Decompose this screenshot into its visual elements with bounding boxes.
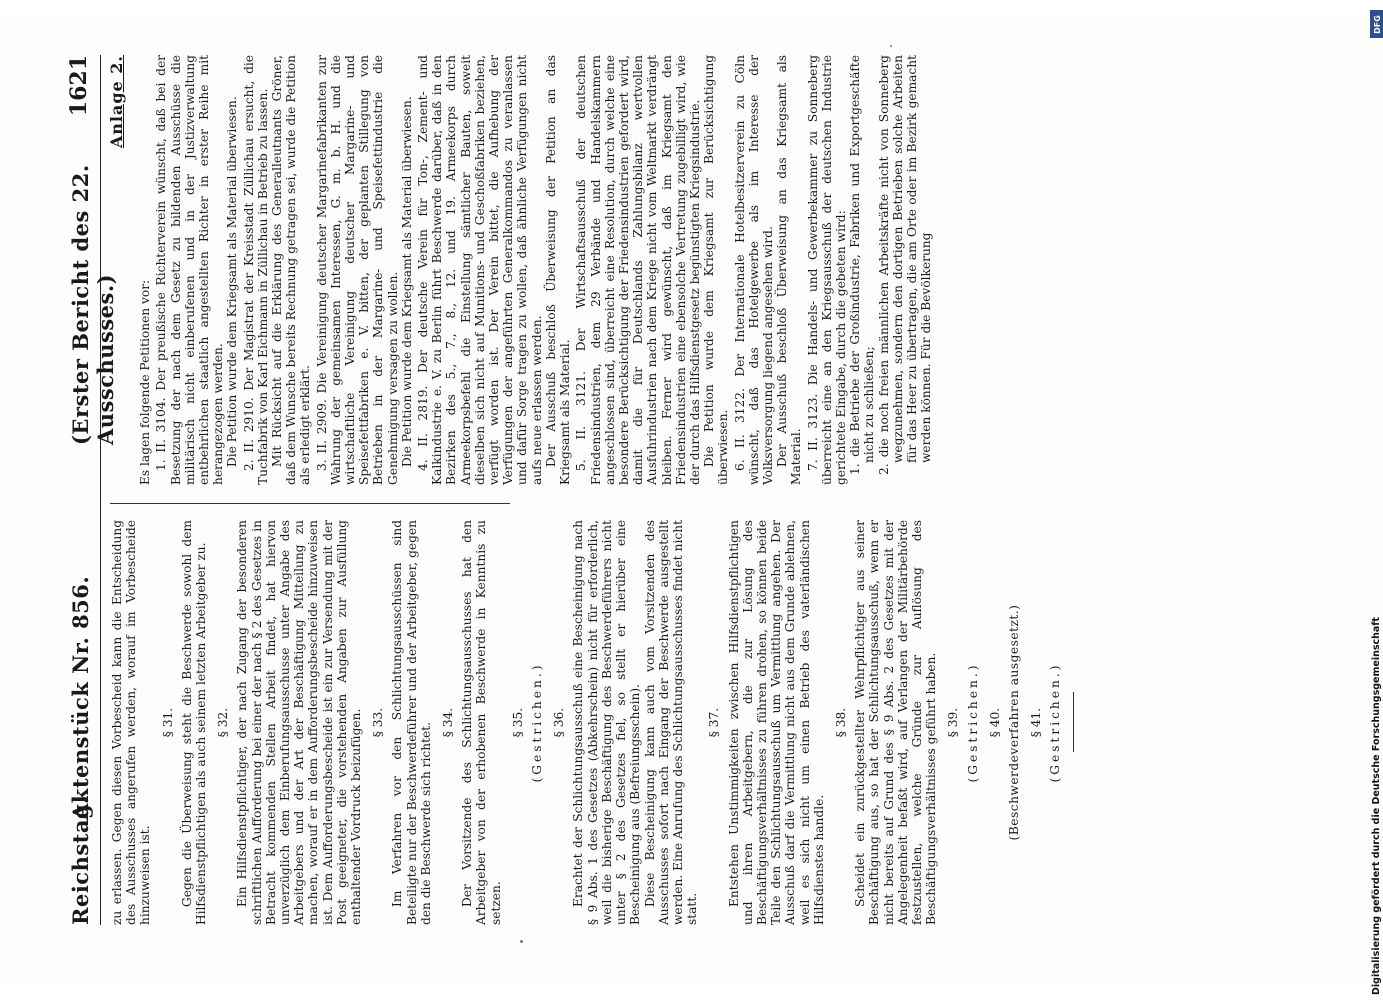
section-33-heading: § 33. [371, 707, 386, 738]
section-36-heading: § 36. [552, 707, 567, 738]
petition-3-result: Die Petition wurde dem Kriegsamt als Material überwiesen. [399, 96, 414, 467]
section-36-text-b: Diese Bescheinigung kann auch vom Vorsitzenden des Ausschusses sofort nach Eingang der Beschwerde ausgestellt werden. Eine Anrufung des Schlichtungsausschusses findet nicht statt. [642, 520, 700, 925]
petitions-intro: Es lagen folgende Petitionen vor: [138, 279, 153, 485]
scanned-page [0, 20, 1383, 980]
petition-7-point-1: 1. die Betriebe der Großindustrie, Fabriken und Exportgeschäfte nicht zu schließen; [848, 55, 877, 475]
section-32-heading: § 32. [216, 707, 231, 738]
petition-7: 7. II. 3123. Die Handels- und Gewerbekammer zu Sonneberg überreicht eine an den Kriegsausschuß der deutschen Industrie gerichtete Eingabe, durch die gebeten wird: [805, 55, 848, 485]
section-37-text: Entstehen Unstimmigkeiten zwischen Hilfsdienstpflichtigen und ihren Arbeitgebern, die zur Lösung des Beschäftigungsverhältnisses zu führen drohen, so können beide Teile den Schlichtungsausschuß um Vermittlung angehen. Der Ausschuß darf die Vermittlung nicht aus dem Grunde ablehnen, weil es sich nicht um einen Betrieb des vaterländischen Hilfsdienstes handle. [726, 520, 826, 925]
section-34-heading: § 34. [441, 707, 456, 738]
petition-2: 2. II. 2910. Der Magistrat der Kreisstadt Züllichau ersucht, die Tuchfabrik von Karl Eichmann in Züllichau in Betrieb zu lassen. [241, 55, 270, 485]
section-34-text: Der Vorsitzende des Schlichtungsausschusses hat den Arbeitgeber von der erhobenen Beschwerde in Kenntnis zu setzen. [460, 520, 503, 925]
section-33-text: Im Verfahren vor den Schlichtungsausschüssen sind Beteiligte nur der Beschwerdeführer und der Arbeitgeber, gegen den die Beschwerde sich richtet. [390, 520, 433, 925]
section-40-heading: § 40. [987, 707, 1002, 738]
page-number: 1621 [66, 55, 92, 117]
right-column [107, 55, 934, 485]
petition-1-result: Die Petition wurde dem Kriegsamt als Material überwiesen. [225, 96, 240, 467]
petition-1: 1. II. 3104. Der preußische Richterverein wünscht, daß bei der Besetzung der nach dem Gesetz zu bildenden Ausschüsse die militärisch nicht einberufenen und in der Justizverwaltung entbehrlichen staatlich angestellten Richter in erster Reihe mit herangezogen werden. [154, 55, 226, 485]
section-38-text: Scheidet ein zurückgestellter Wehrpflichtiger aus seiner Beschäftigung aus, so hat der Schlichtungsausschuß, wenn er nicht bereits auf Grund des § 9 Abs. 2 des Gesetzes mit der Angelegenheit befaßt wird, auf Verlangen der Militärbehörde festzustellen, welche Gründe zur Auflösung des Beschäftigungsverhältnisses geführt haben. [853, 520, 939, 925]
column-divider [110, 503, 510, 504]
petition-6: 6. II. 3122. Der Internationale Hotelbesitzerverein zu Cöln wünscht, daß das Hotelgewerbe als im Interesse der Volksversorgung liegend angesehen wird. [732, 55, 775, 485]
petition-3: 3. II. 2909. Die Vereinigung deutscher Margarinefabrikanten zur Wahrung der gemeinsamen Interessen, G. m. b. H. und die wirtschaftliche Vereinigung deutscher Margarine- und Speisefettfabriken e. V. bitten, der geplanten Stillegung von Betrieben in der Margarine- und Speisefettindustrie die Genehmigung versagen zu wollen. [314, 55, 400, 485]
petition-4: 4. II. 2819. Der deutsche Verein für Ton-, Zement- und Kalkindustrie e. V. zu Berlin führt Beschwerde darüber, daß in den Bezirken des 5., 7., 8., 12. und 19. Armeekorps durch Armeekorpsbefehl die Einstellung sämtlicher Bauten, soweit dieselben sich nicht auf Munitions- und Geschoßfabriken beziehen, verfügt worden ist. Der Verein bittet, die Aufhebung der Verfügungen der angeführten Generalkommandos zu veranlassen und dafür Sorge tragen zu wollen, daß ähnliche Verfügungen nicht aufs neue erlassen werden. [416, 55, 544, 485]
dfg-logo-text: DFG [1372, 14, 1382, 34]
dfg-logo [1370, 10, 1383, 38]
section-38-heading: § 38. [833, 707, 848, 738]
digitization-note: Digitalisierung gefördert durch die Deutsche Forschungsgemeinschaft [1371, 617, 1382, 995]
paragraph-intro: zu erlassen. Gegen diesen Vorbescheid kann die Entscheidung des Ausschusses angerufen werden, worauf im Vorbescheide hinzuweisen ist. [110, 520, 153, 925]
section-35-heading: § 35. [510, 707, 525, 738]
page-content [60, 55, 1290, 925]
petition-6-result: Der Ausschuß beschloß Überweisung an das Kriegsamt als Material. [775, 55, 804, 485]
scan-speck [890, 45, 892, 47]
header-bericht: (Erster Bericht des 22. Ausschusses.) [68, 164, 118, 445]
left-column [110, 520, 1084, 925]
scan-speck [520, 940, 523, 943]
petition-7-point-2: 2. die noch freien männlichen Arbeitskräfte nicht von Sonneberg wegzunehmen, sondern den dortigen Betrieben solche Arbeiten für das Heer zu übertragen, die am Orte oder im Bezirk gemacht werden können. Für die Bevölkerung [876, 55, 934, 475]
petition-4-result: Der Ausschuß beschloß Überweisung der Petition an das Kriegsamt als Material. [543, 55, 573, 485]
section-37-heading: § 37. [707, 707, 722, 738]
section-31-heading: § 31. [160, 707, 175, 738]
petition-2-result: Mit Rücksicht auf die Erklärung des Generalleutnants Gröner, daß dem Wunsche bereits Rechnung getragen sei, wurde die Petition als erledigt erklärt. [270, 55, 313, 485]
section-32-text: Ein Hilfsdienstpflichtiger, der nach Zugang der besonderen schriftlichen Aufforderung bei einer der nach § 2 des Gesetzes in Betracht kommenden Stellen Arbeit findet, hat hiervon unverzüglich dem Einberufungsausschusse unter Angabe des Arbeitgebers und der Art der Beschäftigung Mitteilung zu machen, worauf er in dem Aufforderungsbescheide hinzuweisen ist. Dem Aufforderungsbescheide ist ein zur Versendung mit der Post geeigneter, die vorstehenden Angaben zur Ausfüllung enthaltender Vordruck beizufügen. [235, 520, 364, 925]
header-aktenstueck: Aktenstück Nr. 856. [68, 575, 93, 820]
header-reichstag: Reichstag. [68, 796, 93, 925]
section-31-text: Gegen die Überweisung steht die Beschwerde sowohl dem Hilfsdienstpflichtigen als auch seinem letzten Arbeitgeber zu. [179, 520, 209, 925]
section-35-struck: (Gestrichen.) [530, 662, 545, 783]
end-rule [1073, 693, 1074, 753]
section-41-heading: § 41. [1029, 707, 1044, 738]
section-39-heading: § 39. [946, 707, 961, 738]
section-39-struck: (Gestrichen.) [965, 662, 980, 783]
petition-5: 5. II. 3121. Der Wirtschaftsausschuß der deutschen Friedensindustrien, dem 29 Verbände und Handelskammern angeschlossen sind, überreicht eine Resolution, durch welche eine besondere Berücksichtigung der Friedensindustrien gefordert wird, damit die für Deutschlands Zahlungsbilanz wertvollen Ausfuhrindustrien nach dem Kriege nicht vom Weltmarkt verdrängt bleiben. Ferner wird gewünscht, daß im Kriegsamt den Friedensindustrien eine ebensolche Vertretung zugebilligt wird, wie der durch das Hilfsdienstgesetz begünstigten Kriegsindustrie. [574, 55, 702, 485]
section-40-text: (Beschwerdeverfahren ausgesetzt.) [1006, 604, 1021, 841]
section-36-text-a: Erachtet der Schlichtungsausschuß eine Bescheinigung nach § 9 Abs. 1 des Gesetzes (Abkehrschein) nicht für erforderlich, weil die bisherige Beschäftigung des Beschwerdeführers nicht unter § 2 des Gesetzes fiel, so stellt er hierüber eine Bescheinigung aus (Befreiungsschein). [571, 520, 643, 925]
petition-5-result: Die Petition wurde dem Kriegsamt zur Berücksichtigung überwiesen. [702, 55, 731, 485]
anlage-heading: Anlage 2. [107, 55, 126, 149]
section-41-struck: (Gestrichen.) [1048, 662, 1063, 783]
